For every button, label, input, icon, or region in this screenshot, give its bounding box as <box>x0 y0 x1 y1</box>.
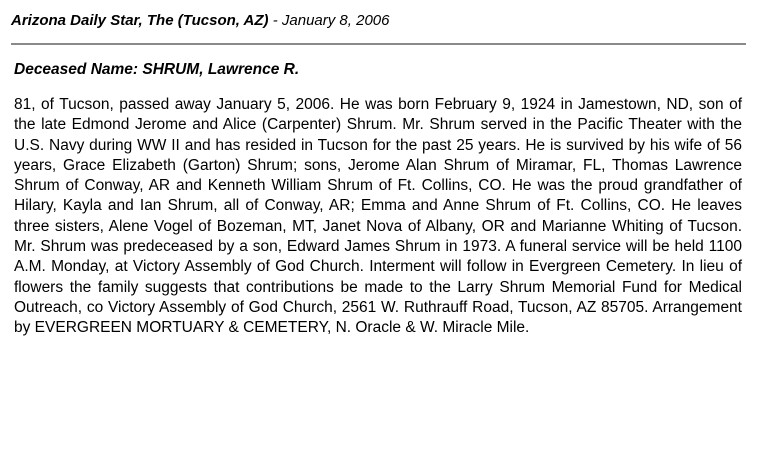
deceased-name: Deceased Name: SHRUM, Lawrence R. <box>14 61 300 78</box>
publication-date: January 8, 2006 <box>281 12 390 29</box>
publication-header <box>11 12 389 29</box>
publication-name: Arizona Daily Star, The (Tucson, AZ) <box>11 12 269 29</box>
obituary-body: 81, of Tucson, passed away January 5, 2006. He was born February 9, 1924 in Jamestown, ND, son of the late Edmond Jerome and Alice (Carpenter) Shrum. Mr. Shrum served in the Pacific Theater with the U.S. Navy during WW II and has resided in Tucson for the past 25 years. He is survived by his wife of 56 years, Grace Elizabeth (Garton) Shrum; sons, Jerome Alan Shrum of Miramar, FL, Thomas Lawrence Shrum of Conway, AR and Kenneth William Shrum of Ft. Collins, CO. He was the proud grandfather of Hilary, Kayla and Ian Shrum, all of Conway, AR; Emma and Anne Shrum of Ft. Collins, CO. He leaves three sisters, Alene Vogel of Bozeman, MT, Janet Nova of Albany, OR and Marianne Whiting of Tucson. Mr. Shrum was predeceased by a son, Edward James Shrum in 1973. A funeral service will be held 1100 A.M. Monday, at Victory Assembly of God Church. Interment will follow in Evergreen Cemetery. In lieu of flowers the family suggests that contributions be made to the Larry Shrum Memorial Fund for Medical Outreach, co Victory Assembly of God Church, 2561 W. Ruthrauff Road, Tucson, AZ 85705. Arrangement by EVERGREEN MORTUARY & CEMETERY, N. Oracle & W. Miracle Mile. <box>14 96 742 337</box>
header-divider <box>11 43 746 45</box>
header-separator: - <box>268 12 282 29</box>
